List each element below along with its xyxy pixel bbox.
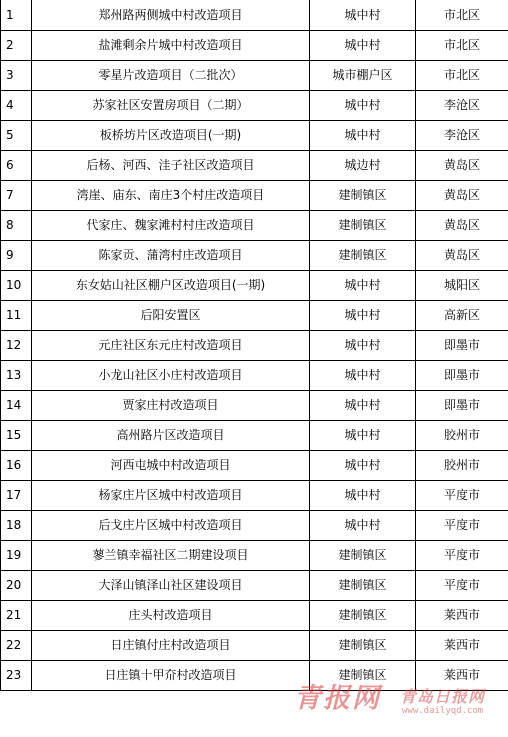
area-type-cell: 城边村 bbox=[310, 150, 416, 180]
table-row bbox=[1, 570, 508, 600]
table-row bbox=[1, 420, 508, 450]
area-type-cell: 城中村 bbox=[310, 90, 416, 120]
project-name-cell: 后杨、河西、洼子社区改造项目 bbox=[32, 150, 310, 180]
district-cell: 平度市 bbox=[416, 480, 508, 510]
project-name-cell: 陈家贡、蒲湾村庄改造项目 bbox=[32, 240, 310, 270]
row-number: 15 bbox=[1, 420, 32, 450]
project-name-cell: 蓼兰镇幸福社区二期建设项目 bbox=[32, 540, 310, 570]
district-cell: 莱西市 bbox=[416, 630, 508, 660]
area-type-cell: 建制镇区 bbox=[310, 660, 416, 690]
area-type-cell: 城中村 bbox=[310, 270, 416, 300]
district-cell: 胶州市 bbox=[416, 420, 508, 450]
row-number: 4 bbox=[1, 90, 32, 120]
district-cell: 黄岛区 bbox=[416, 150, 508, 180]
table-row bbox=[1, 60, 508, 90]
row-number: 9 bbox=[1, 240, 32, 270]
district-cell: 高新区 bbox=[416, 300, 508, 330]
table-row bbox=[1, 360, 508, 390]
district-cell: 黄岛区 bbox=[416, 180, 508, 210]
table-row bbox=[1, 180, 508, 210]
table-row bbox=[1, 150, 508, 180]
district-cell: 城阳区 bbox=[416, 270, 508, 300]
area-type-cell: 城中村 bbox=[310, 450, 416, 480]
area-type-cell: 建制镇区 bbox=[310, 630, 416, 660]
project-name-cell: 后戈庄片区城中村改造项目 bbox=[32, 510, 310, 540]
row-number: 10 bbox=[1, 270, 32, 300]
row-number: 21 bbox=[1, 600, 32, 630]
table-row bbox=[1, 600, 508, 630]
project-name-cell: 东女姑山社区棚户区改造项目(一期) bbox=[32, 270, 310, 300]
project-name-cell: 后阳安置区 bbox=[32, 300, 310, 330]
district-cell: 平度市 bbox=[416, 540, 508, 570]
project-name-cell: 零星片改造项目（二批次） bbox=[32, 60, 310, 90]
project-name-cell: 日庄镇十甲夼村改造项目 bbox=[32, 660, 310, 690]
table-row bbox=[1, 90, 508, 120]
district-cell: 即墨市 bbox=[416, 390, 508, 420]
row-number: 8 bbox=[1, 210, 32, 240]
row-number: 19 bbox=[1, 540, 32, 570]
project-name-cell: 湾崖、庙东、南庄3个村庄改造项目 bbox=[32, 180, 310, 210]
row-number: 11 bbox=[1, 300, 32, 330]
watermark-logo-text: 青报网 bbox=[294, 683, 381, 714]
project-name-cell: 盐滩剩余片城中村改造项目 bbox=[32, 30, 310, 60]
area-type-cell: 城中村 bbox=[310, 300, 416, 330]
row-number: 5 bbox=[1, 120, 32, 150]
project-name-cell: 日庄镇付庄村改造项目 bbox=[32, 630, 310, 660]
project-name-cell: 贾家庄村改造项目 bbox=[32, 390, 310, 420]
district-cell: 即墨市 bbox=[416, 360, 508, 390]
row-number: 20 bbox=[1, 570, 32, 600]
project-name-cell: 代家庄、魏家滩村村庄改造项目 bbox=[32, 210, 310, 240]
row-number: 16 bbox=[1, 450, 32, 480]
table-row bbox=[1, 0, 508, 30]
area-type-cell: 建制镇区 bbox=[310, 180, 416, 210]
district-cell: 黄岛区 bbox=[416, 210, 508, 240]
project-name-cell: 河西屯城中村改造项目 bbox=[32, 450, 310, 480]
district-cell: 莱西市 bbox=[416, 660, 508, 690]
project-name-cell: 大泽山镇泽山社区建设项目 bbox=[32, 570, 310, 600]
row-number: 18 bbox=[1, 510, 32, 540]
table-row bbox=[1, 300, 508, 330]
project-name-cell: 元庄社区东元庄村改造项目 bbox=[32, 330, 310, 360]
row-number: 6 bbox=[1, 150, 32, 180]
project-name-cell: 小龙山社区小庄村改造项目 bbox=[32, 360, 310, 390]
area-type-cell: 城市棚户区 bbox=[310, 60, 416, 90]
table-row bbox=[1, 120, 508, 150]
project-name-cell: 杨家庄片区城中村改造项目 bbox=[32, 480, 310, 510]
area-type-cell: 城中村 bbox=[310, 120, 416, 150]
table-row bbox=[1, 540, 508, 570]
table-row bbox=[1, 480, 508, 510]
project-table-body bbox=[1, 0, 508, 690]
district-cell: 李沧区 bbox=[416, 120, 508, 150]
district-cell: 市北区 bbox=[416, 60, 508, 90]
area-type-cell: 建制镇区 bbox=[310, 210, 416, 240]
watermark-url: www.dailyqd.com bbox=[402, 706, 484, 716]
area-type-cell: 城中村 bbox=[310, 330, 416, 360]
row-number: 1 bbox=[1, 0, 32, 30]
area-type-cell: 城中村 bbox=[310, 480, 416, 510]
area-type-cell: 城中村 bbox=[310, 360, 416, 390]
district-cell: 市北区 bbox=[416, 0, 508, 30]
area-type-cell: 建制镇区 bbox=[310, 240, 416, 270]
table-row bbox=[1, 240, 508, 270]
area-type-cell: 建制镇区 bbox=[310, 570, 416, 600]
area-type-cell: 城中村 bbox=[310, 30, 416, 60]
area-type-cell: 城中村 bbox=[310, 510, 416, 540]
table-row bbox=[1, 30, 508, 60]
area-type-cell: 建制镇区 bbox=[310, 600, 416, 630]
project-name-cell: 高州路片区改造项目 bbox=[32, 420, 310, 450]
project-name-cell: 苏家社区安置房项目（二期） bbox=[32, 90, 310, 120]
district-cell: 即墨市 bbox=[416, 330, 508, 360]
table-row bbox=[1, 390, 508, 420]
table-row bbox=[1, 210, 508, 240]
row-number: 22 bbox=[1, 630, 32, 660]
table-row bbox=[1, 510, 508, 540]
district-cell: 平度市 bbox=[416, 510, 508, 540]
row-number: 17 bbox=[1, 480, 32, 510]
area-type-cell: 城中村 bbox=[310, 390, 416, 420]
district-cell: 平度市 bbox=[416, 570, 508, 600]
project-name-cell: 郑州路两侧城中村改造项目 bbox=[32, 0, 310, 30]
row-number: 7 bbox=[1, 180, 32, 210]
table-row bbox=[1, 330, 508, 360]
row-number: 12 bbox=[1, 330, 32, 360]
district-cell: 黄岛区 bbox=[416, 240, 508, 270]
row-number: 23 bbox=[1, 660, 32, 690]
area-type-cell: 城中村 bbox=[310, 420, 416, 450]
area-type-cell: 建制镇区 bbox=[310, 540, 416, 570]
table-row bbox=[1, 630, 508, 660]
project-name-cell: 板桥坊片区改造项目(一期) bbox=[32, 120, 310, 150]
district-cell: 胶州市 bbox=[416, 450, 508, 480]
watermark-site-name: 青岛日报网 bbox=[400, 687, 486, 706]
district-cell: 莱西市 bbox=[416, 600, 508, 630]
project-name-cell: 庄头村改造项目 bbox=[32, 600, 310, 630]
area-type-cell: 城中村 bbox=[310, 0, 416, 30]
row-number: 2 bbox=[1, 30, 32, 60]
table-row bbox=[1, 270, 508, 300]
district-cell: 李沧区 bbox=[416, 90, 508, 120]
row-number: 14 bbox=[1, 390, 32, 420]
table-row bbox=[1, 660, 508, 690]
district-cell: 市北区 bbox=[416, 30, 508, 60]
row-number: 3 bbox=[1, 60, 32, 90]
row-number: 13 bbox=[1, 360, 32, 390]
table-row bbox=[1, 450, 508, 480]
